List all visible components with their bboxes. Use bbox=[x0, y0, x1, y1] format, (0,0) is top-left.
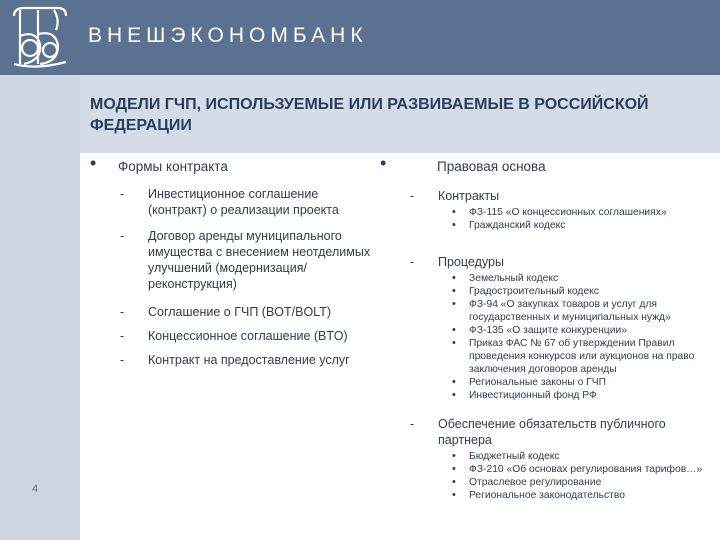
list-item bbox=[380, 219, 715, 232]
list-item bbox=[380, 272, 715, 285]
list-item bbox=[90, 328, 380, 344]
list-item-text: ФЗ-115 «О концессионных соглашениях» bbox=[469, 207, 667, 218]
bullet-icon: • bbox=[452, 337, 456, 349]
list-item bbox=[380, 285, 715, 298]
right-heading-text: Правовая основа bbox=[437, 159, 546, 174]
list-item bbox=[380, 324, 715, 337]
list-item-text: ФЗ-94 «О закупках товаров и услуг для государственных и муниципальных нужд» bbox=[469, 299, 671, 323]
bullet-icon: • bbox=[452, 450, 456, 462]
list-item-text: ФЗ-135 «О защите конкуренции» bbox=[469, 325, 627, 336]
list-item-text: ФЗ-210 «Об основах регулирования тарифов…» bbox=[469, 464, 703, 475]
list-item-text: Инвестиционное соглашение (контракт) о реализации проекта bbox=[148, 187, 339, 217]
list-item bbox=[380, 476, 715, 489]
list-item bbox=[90, 228, 380, 292]
group-label-text: Обеспечение обязательств публичного партнера bbox=[438, 417, 666, 447]
right-heading bbox=[380, 153, 715, 176]
list-item bbox=[90, 352, 380, 368]
list-item-text: Приказ ФАС № 67 об утверждении Правил проведения конкурсов или аукционов на право заключения договоров аренды bbox=[469, 338, 695, 375]
bullet-icon: • bbox=[452, 463, 456, 475]
group-label bbox=[380, 416, 715, 448]
list-item bbox=[380, 489, 715, 502]
list-item-text: Региональное законодательство bbox=[469, 490, 625, 501]
left-heading bbox=[90, 153, 380, 176]
bullet-icon: • bbox=[452, 489, 456, 501]
list-item bbox=[380, 298, 715, 324]
dash-icon: - bbox=[120, 229, 125, 243]
bullet-icon: • bbox=[452, 285, 456, 297]
left-strip bbox=[0, 75, 80, 540]
list-item bbox=[380, 376, 715, 389]
bullet-icon: • bbox=[452, 206, 456, 218]
list-item-text: Градостроительный кодекс bbox=[469, 286, 599, 297]
list-item-text: Отраслевое регулирование bbox=[469, 477, 602, 488]
list-item-text: Контракт на предоставление услуг bbox=[148, 353, 350, 367]
list-item bbox=[380, 337, 715, 376]
dash-icon: - bbox=[120, 187, 125, 201]
bullet-icon: • bbox=[452, 389, 456, 401]
dash-icon: - bbox=[410, 255, 415, 269]
group-label-text: Контракты bbox=[438, 189, 500, 203]
bullet-icon: • bbox=[452, 476, 456, 488]
bullet-icon: • bbox=[452, 324, 456, 336]
brand-name: ВНЕШЭКОНОМБАНК bbox=[88, 24, 368, 47]
list-item bbox=[90, 304, 380, 320]
list-item-text: Земельный кодекс bbox=[469, 273, 559, 284]
left-heading-text: Формы контракта bbox=[118, 159, 228, 174]
dash-icon: - bbox=[410, 417, 415, 431]
group-label-text: Процедуры bbox=[438, 255, 504, 269]
list-item-text: Договор аренды муниципального имущества с внесением неотделимых улучшений (модернизация/реконструкция) bbox=[148, 229, 371, 291]
dash-icon: - bbox=[410, 189, 415, 203]
list-item-text: Соглашение о ГЧП (BOT/BOLT) bbox=[148, 305, 331, 319]
list-item bbox=[380, 389, 715, 402]
list-item-text: Бюджетный кодекс bbox=[469, 451, 560, 462]
bullet-icon: • bbox=[452, 272, 456, 284]
dash-icon: - bbox=[120, 305, 125, 319]
group-label bbox=[380, 188, 715, 204]
slide-title: МОДЕЛИ ГЧП, ИСПОЛЬЗУЕМЫЕ ИЛИ РАЗВИВАЕМЫЕ В РОССИЙСКОЙ ФЕДЕРАЦИИ bbox=[90, 96, 649, 134]
list-item-text: Региональные законы о ГЧП bbox=[469, 377, 607, 388]
list-item bbox=[90, 186, 380, 218]
list-item-text: Гражданский кодекс bbox=[469, 220, 566, 231]
group-label bbox=[380, 254, 715, 270]
dash-icon: - bbox=[120, 353, 125, 367]
bullet-icon: • bbox=[90, 153, 97, 173]
bullet-icon: • bbox=[380, 153, 387, 173]
page-number: 4 bbox=[32, 483, 39, 495]
list-item bbox=[380, 463, 715, 476]
bullet-icon: • bbox=[452, 298, 456, 310]
left-column bbox=[90, 153, 380, 368]
list-item-text: Инвестиционный фонд РФ bbox=[469, 390, 597, 401]
bullet-icon: • bbox=[452, 376, 456, 388]
right-column bbox=[380, 153, 715, 502]
list-item bbox=[380, 450, 715, 463]
dash-icon: - bbox=[120, 329, 125, 343]
list-item-text: Концессионное соглашение (BTO) bbox=[148, 329, 348, 343]
veb-monogram-icon bbox=[0, 0, 80, 75]
bullet-icon: • bbox=[452, 219, 456, 231]
list-item bbox=[380, 206, 715, 219]
